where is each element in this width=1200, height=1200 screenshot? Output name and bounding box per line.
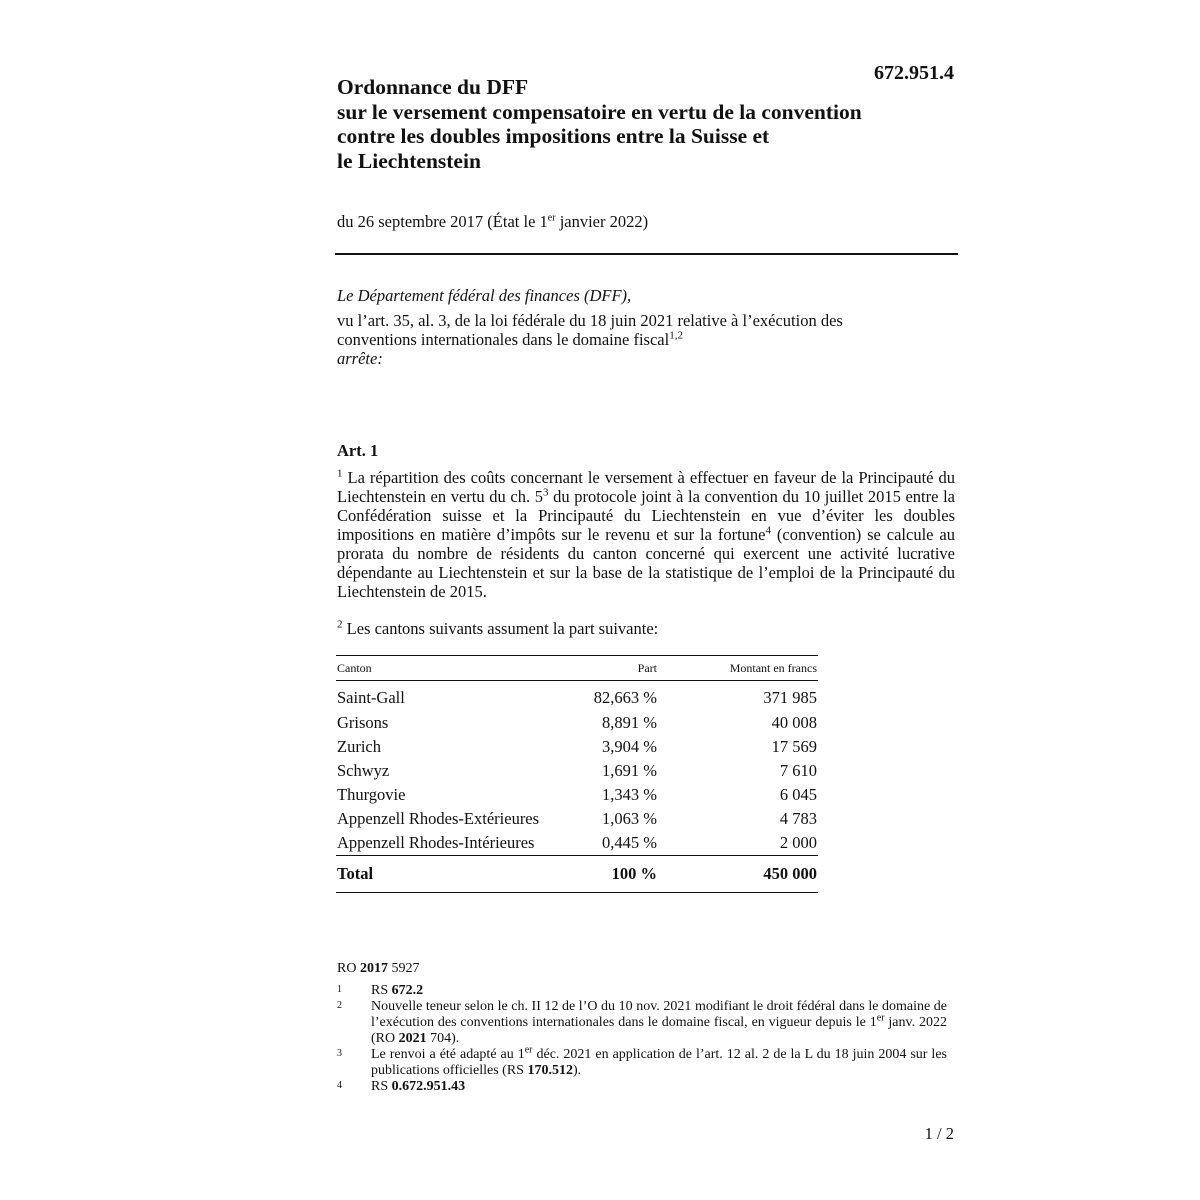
footnote-ref[interactable]: 3 [542,486,549,499]
cell-canton: Appenzell Rhodes-Extérieures [337,809,540,828]
table-row [336,783,818,807]
footnote-text-part: janv. 2022 (RO [371,1015,947,1046]
cell-part: 1,343 % [602,785,657,804]
ro-prefix: RO [337,961,360,976]
cell-part: 3,904 % [602,737,657,756]
preamble-authority: Le Département fédéral des finances (DFF), [337,286,632,305]
paragraph-text: La répartition des coûts concernant le versement à effectuer en faveur de la Principauté du Liechtenstein en vertu du ch. 5 [337,468,955,506]
title-line: Ordonnance du DFF [337,75,529,99]
footnote-text [371,1044,947,1079]
ro-reference [337,961,419,977]
paragraph-text: Les cantons suivants assument la part suivante: [342,619,659,638]
footnote-text-part: Nouvelle teneur selon le ch. II 12 de l’O du 10 nov. 2021 modifiant le droit fédéral dans le domaine de l’exécution des conventions internationales dans le domaine fiscal, en vigueur depuis le 1 [371,999,947,1030]
cell-canton: Zurich [337,737,381,756]
footnote-ref[interactable]: 1,2 [669,329,683,342]
cell-part: 0,445 % [602,833,657,852]
total-amount: 450 000 [658,856,818,893]
footnote-text-part: RS [371,1079,392,1094]
footnote-text-part: 704). [426,1031,460,1046]
footnote-link[interactable]: 170.512 [527,1063,573,1078]
cell-part: 1,063 % [602,809,657,828]
footnote-number: 1 [337,984,342,995]
cell-canton: Schwyz [337,761,390,780]
preamble-line: vu l’art. 35, al. 3, de la loi fédérale du 18 juin 2021 relative à l’exécution des [337,311,843,330]
date-superscript: er [547,212,556,224]
ro-year: 2017 [359,961,388,976]
paragraph-number: 2 [337,618,343,631]
cell-canton: Thurgovie [337,785,406,804]
cell-amount: 371 985 [763,688,817,707]
footnote-text-part: Le renvoi a été adapté au 1 [371,1047,525,1062]
cell-part: 8,891 % [602,713,657,732]
footnote [337,999,947,1047]
cell-canton: Saint-Gall [337,688,405,707]
cell-amount: 7 610 [779,761,817,780]
table-row [336,711,818,735]
preamble-line-text: conventions internationales dans le domaine fiscal [337,330,670,349]
footnote-link[interactable]: 2021 [398,1031,427,1046]
column-header-amount: Montant en francs [658,656,818,681]
footnote-ref[interactable]: 4 [765,524,771,537]
cell-part: 1,691 % [602,761,657,780]
paragraph-number: 1 [337,467,343,480]
paragraph-text: du protocole joint à la convention du 10 juillet 2015 entre la Confédération suisse et la Principauté du Liechtenstein en vue d’éviter les doubles impositions en matière d’impôts sur le revenu et sur la fortune [337,487,955,544]
article-paragraph-1 [337,468,955,601]
footnote-text-part: ). [572,1063,582,1078]
cell-canton: Grisons [337,713,389,732]
footnote-text-part: RS [371,983,392,998]
preamble [337,286,955,368]
title-line: sur le versement compensatoire en vertu de la convention [337,99,862,124]
footnote-text [371,1079,947,1095]
column-header-part: Part [561,656,658,681]
footnote-link[interactable]: 0.672.951.43 [391,1079,466,1094]
footnote [337,983,947,999]
cell-amount: 6 045 [779,785,817,804]
footnote [337,1079,947,1095]
column-header-canton: Canton [336,656,561,681]
footnote-number: 2 [337,1000,342,1011]
cell-amount: 40 008 [771,713,817,732]
title-line: le Liechtenstein [337,148,481,173]
footnotes [337,983,947,1095]
sr-number: 672.951.4 [874,62,954,84]
header-divider [335,253,958,255]
cell-amount: 2 000 [779,833,817,852]
table-row [336,807,818,831]
document-title [337,75,977,173]
cell-canton: Appenzell Rhodes-Intérieures [337,833,535,852]
table-header-row [336,656,818,681]
total-part: 100 % [561,856,658,893]
footnote [337,1044,947,1079]
cell-amount: 17 569 [771,737,817,756]
title-line: contre les doubles impositions entre la Suisse et [337,124,770,148]
total-label: Total [336,856,561,893]
cell-amount: 4 783 [779,809,817,828]
footnote-link[interactable]: 672.2 [391,983,424,998]
footnote-number: 3 [337,1048,342,1059]
article-heading: Art. 1 [337,441,379,460]
table-total-row [336,856,818,893]
ro-page: 5927 [387,961,420,976]
footnote-superscript: er [524,1044,533,1056]
footnote-number: 4 [337,1080,342,1091]
table-row [336,759,818,783]
preamble-decree: arrête: [337,349,383,368]
table-row [336,831,818,856]
table-row [336,735,818,759]
paragraph-text: (convention) se calcule au prorata du nombre de résidents du canton concerné qui exercent une activité lucrative dépendante au Liechtenstein et sur la base de la statistique de l’emploi de la Principauté du Liechtenstein de 2015. [337,525,955,601]
date-text: du 26 septembre 2017 (État le 1 [337,212,548,231]
date-text: janvier 2022) [555,212,649,231]
preamble-line [337,330,955,349]
footnote-text [371,999,947,1047]
page-number: 1 / 2 [924,1124,954,1143]
footnote-text-part: déc. 2021 en application de l’art. 12 al. 2 de la L du 18 juin 2004 sur les publications officielles (RS [371,1047,947,1078]
canton-share-table [336,655,818,893]
footnote-superscript: er [876,1012,885,1024]
cell-part: 82,663 % [593,688,657,707]
article-paragraph-2 [337,619,658,639]
table-row [336,681,818,712]
footnote-text [371,983,947,999]
document-date [337,212,648,232]
